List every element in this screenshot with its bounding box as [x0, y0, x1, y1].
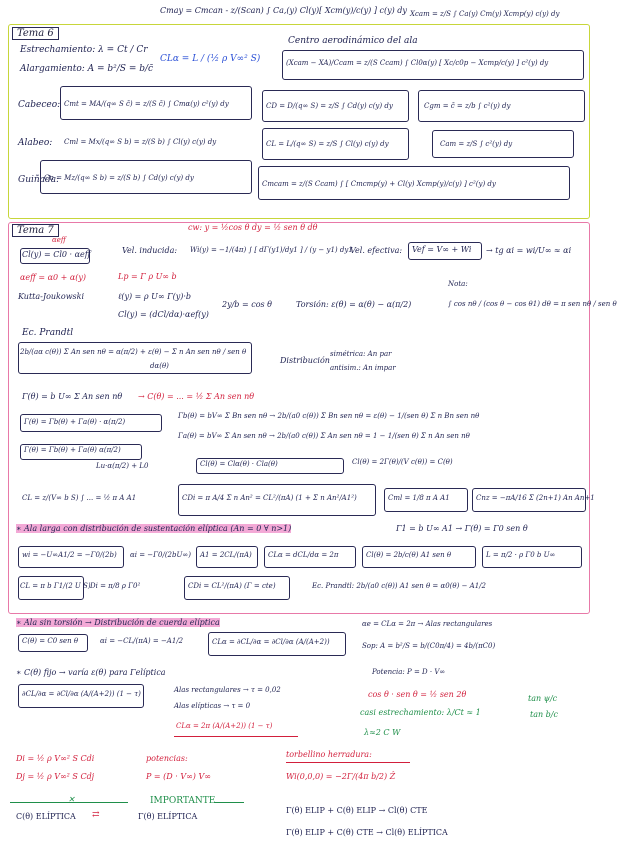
- importante: IMPORTANTE: [150, 796, 216, 806]
- cl-y: Cl(y) = Cl0 · αeff: [22, 250, 91, 259]
- cw-note: cw: y = ½cos θ dy = ½ sen θ dθ: [188, 223, 318, 232]
- di-ell: Di = π/8 ρ Γ0²: [90, 582, 141, 590]
- rule-2: Γ(θ) ELIP + C(θ) CTE → Cl(θ) ELÍPTICA: [286, 828, 448, 837]
- cmm-formula: Cgm = c̄ = z/b ∫ c²(y) dy: [424, 102, 511, 110]
- cl-total: CL = z/(V∞ b S) ∫ ... = ½ π A A1: [22, 494, 137, 502]
- elliptic-result: Γ1 = b U∞ A1 → Γ(θ) = Γ0 sen θ: [396, 524, 528, 533]
- guinada-label: Guiñada:: [18, 175, 60, 185]
- simetrica: simétrica: An par: [330, 350, 392, 358]
- prandtl-formula: 2b/(aα c(θ)) Σ An sen nθ = α(π/2) + ε(θ) − Σ n An sen nθ / sen θ: [20, 348, 247, 356]
- potencia: Potencia: P = D · V∞: [372, 668, 446, 676]
- wi-formula: Wi(y) = −1/(4π) ∫ [ dΓ(y1)/dy1 ] / (y − y1) dy1: [190, 246, 353, 254]
- cla-red-underline: [174, 736, 298, 737]
- estrechamiento: Estrechamiento: λ = Ct / Cr: [20, 45, 148, 55]
- vel-efectiva-label: Vel. efectiva:: [350, 246, 403, 255]
- trig-identity: cos θ · sen θ = ½ sen 2θ: [368, 690, 467, 699]
- cl-theta2: Cl(θ) = 2Γ(θ)/(V c(θ)) = C(θ): [352, 458, 453, 466]
- gamma-b: Γb(θ) = bV∞ Σ Bn sen nθ → 2b/(a0 c(θ)) Σ Bn sen nθ = ε(θ) − 1/(sen θ) Σ n Bn sen nθ: [178, 412, 480, 420]
- c-ell: C(θ) = C0 sen θ: [22, 637, 79, 645]
- cla-cw: CLα = ∂CL/∂α = ∂Cl/∂α (A/(A+2)): [212, 638, 330, 646]
- ai-cw: αi = −CL/(πA) = −A1/2: [100, 637, 184, 645]
- tema6-title: Tema 6: [12, 27, 59, 40]
- cabeceo-label: Cabeceo:: [18, 100, 61, 110]
- tg-formula: → tg αi = wi/U∞ ≈ αi: [486, 246, 572, 255]
- prandtl-ell: Ec. Prandtl: 2b/(a0 c(θ)) A1 sen θ = α0(θ) − A1/2: [312, 582, 486, 590]
- alpha-red-note: αeff: [52, 236, 66, 244]
- l-ell: L = π/2 · ρ Γ0 b U∞: [486, 551, 556, 559]
- cl-y2: Cl(y) = (dCl/dα)·αef(y): [118, 310, 209, 319]
- guinada-formula: Cn = Mz/(q∞ S b) = z/(S b) ∫ Cd(y) c(y) dy: [44, 174, 194, 182]
- wi-ell: wi = −U∞A1/2 = −Γ0/(2b): [22, 551, 117, 559]
- lp-formula: Lp = Γ ρ U∞ b: [118, 272, 177, 281]
- cl-ell: Cl(θ) = 2b/c(θ) A1 sen θ: [366, 551, 452, 559]
- herradura-formula: Wi(0,0,0) = −2Γ/(4π b/2) Ẑ: [286, 772, 396, 781]
- importante-line-right: [214, 802, 244, 803]
- kutta-formula: ℓ(y) = ρ U∞ Γ(y)·b: [118, 292, 192, 301]
- cam-formula: Cam = z/S ∫ c²(y) dy: [440, 140, 513, 148]
- zy-formula: 2y/b = cos θ: [222, 300, 272, 309]
- ell-tau: Alas elípticas → τ = 0: [174, 702, 251, 710]
- prandtl-title: Ec. Prandtl: [22, 328, 74, 338]
- side-b: tan b/c: [530, 710, 558, 719]
- cabeceo-formula: Cmt = MA/(q∞ S c̄) = z/(S c̄) ∫ Cmα(y) c²(y) dy: [64, 100, 229, 108]
- side-a: tan ψ/c: [528, 694, 558, 703]
- p-formula: P = (D · V∞) V∞: [146, 772, 211, 781]
- centro-aerodinamico-title: Centro aerodinámico del ala: [288, 36, 418, 46]
- alpha-eff: αeff = α0 + α(y): [20, 273, 87, 282]
- cw-title-text: ∗ Ala sin torsión → Distribución de cuerda elíptica: [16, 618, 220, 627]
- alabeo-formula: Cml = Mx/(q∞ S b) = z/(S b) ∫ Cl(y) c(y) dy: [64, 138, 217, 146]
- nota-formula: ∫ cos nθ / (cos θ − cos θ1) dθ = π sen nθ / sen θ: [448, 300, 617, 308]
- a1-ell: A1 = 2CL/(πA): [200, 551, 252, 559]
- cl-formula: CL = L/(q∞ S) = z/S ∫ Cl(y) c(y) dy: [266, 140, 389, 148]
- kutta-label: Kutta-Joukowski: [18, 292, 85, 301]
- rule-1: Γ(θ) ELIP + C(θ) ELIP → Cl(θ) CTE: [286, 806, 428, 815]
- cl-gamma: CL = π b Γ1/(2 U S): [20, 582, 91, 590]
- vef-formula: Vef = V∞ + Wi: [412, 245, 472, 254]
- header-right-formula: Xcam = z/S ∫ Ca(y) Cm(y) Xcmp(y) c(y) dy: [410, 10, 560, 18]
- herradura-underline: [286, 762, 410, 763]
- swap-arrows-icon: ⇄: [92, 810, 100, 820]
- distribucion-label: Distribución: [280, 356, 330, 365]
- vel-inducida-label: Vel. inducida:: [122, 246, 178, 255]
- gamma-a: Γa(θ) = bV∞ Σ An sen nθ → 2b/(a0 c(θ)) Σ An sen nθ = 1 − 1/(sen θ) Σ n An sen nθ: [178, 432, 470, 440]
- cmcam-formula: Cmcam = z/(S Ccam) ∫ [ Cmcmp(y) + Cl(y) Xcmp(y)/c(y) ] c²(y) dy: [262, 180, 496, 188]
- header-left-formula: Cmay = Cmcan - z/(Scan) ∫ Ca,(y) Cl(y)[ Xcm(y)/c(y) ] c(y) dy: [160, 6, 407, 15]
- potencias-label: potencias:: [146, 754, 188, 763]
- di-formula: Di = ½ ρ V∞² S Cdi: [16, 754, 95, 763]
- gamma-formula: Γ(θ) = b U∞ Σ An sen nθ: [22, 392, 123, 401]
- cdi-ell: CDi = CL²/(πA) (Γ = cte): [188, 582, 276, 590]
- ai-ell: αi = −Γ0/(2bU∞): [130, 551, 191, 559]
- elliptic-title-text: ∗ Ala larga con distribución de sustentación elíptica (An = 0 ∀ n>1): [16, 524, 292, 533]
- lu-formula: Lu·α(π/2) + L0: [96, 462, 149, 470]
- centro-formula: (Xcam − XA)/Ccam = z/(S Ccam) ∫ Cl0α(y) [ Xc/c0p − Xcmp/c(y) ] c²(y) dy: [286, 59, 549, 67]
- herradura-label: torbellino herradura:: [286, 750, 372, 759]
- gamma-tot: Γ(θ) = Γb(θ) + Γa(θ) α(π/2): [24, 446, 121, 454]
- cd-formula: CD = D/(q∞ S) = z/S ∫ Cd(y) c(y) dy: [266, 102, 393, 110]
- cml-formula: Cml = 1/8 π A A1: [388, 494, 450, 502]
- rect-tau: Alas rectangulares → τ = 0,02: [174, 686, 281, 694]
- prandtl-box: [18, 342, 252, 374]
- cdi-formula: CDi = π A/4 Σ n An² = CL²/(πA) (1 + Σ n An²/A1²): [182, 494, 357, 502]
- ctheta-title: ∗ C(θ) fijo → varía ε(θ) para Γelíptica: [16, 668, 166, 677]
- gamma-elliptic: Γ(θ) ELÍPTICA: [138, 812, 198, 821]
- cnz-formula: Cnz = −πA/16 Σ (2n+1) An An+1: [476, 494, 595, 502]
- cl-theta: Cl(θ) = Clα(θ) · Cla(θ): [200, 460, 278, 468]
- alargamiento: Alargamiento: A = b²/S = b/c̄: [20, 64, 154, 74]
- gamma-split: Γ(θ) = Γb(θ) + Γa(θ) · α(π/2): [24, 418, 126, 426]
- alabeo-label: Alabeo:: [18, 138, 53, 148]
- elliptic-title: [16, 524, 291, 533]
- dcl-da: ∂CL/∂α = ∂Cl/∂α (A/(A+2)) (1 − τ): [22, 690, 141, 698]
- dj-formula: Dj = ½ ρ V∞² S Cdj: [16, 772, 95, 781]
- tema7-title: Tema 7: [12, 224, 59, 237]
- cw-rect: αe = CLα = 2π → Alas rectangulares: [362, 620, 493, 628]
- prandtl-den: dα(θ): [150, 362, 169, 370]
- gamma-red: → C(θ) = ... = ½ Σ An sen nθ: [138, 392, 255, 401]
- cla-red: CLα = 2π (A/(A+2)) (1 − τ): [176, 722, 273, 730]
- c-estrech: casi estrechamiento: λ/Ct ≈ 1: [360, 708, 481, 717]
- torsion-formula: Torsión: ε(θ) = α(θ) − α(π/2): [296, 300, 412, 309]
- cla-ell: CLα = dCL/dα = 2π: [268, 551, 339, 559]
- cdi-rect: Sop: A = b²/S = b/(C0π/4) = 4b/(πC0): [362, 642, 496, 650]
- bl-note: λ≈2 C W: [364, 728, 401, 737]
- antisimetrica: antisim.: An impar: [330, 364, 396, 372]
- cl-alpha: CLα = L / (½ ρ V∞² S): [160, 54, 261, 64]
- cw-title: [16, 618, 220, 627]
- nota-label: Nota:: [448, 280, 468, 288]
- c-elliptic: C(θ) ELÍPTICA: [16, 812, 76, 821]
- x-mark-icon: ✕: [68, 795, 75, 804]
